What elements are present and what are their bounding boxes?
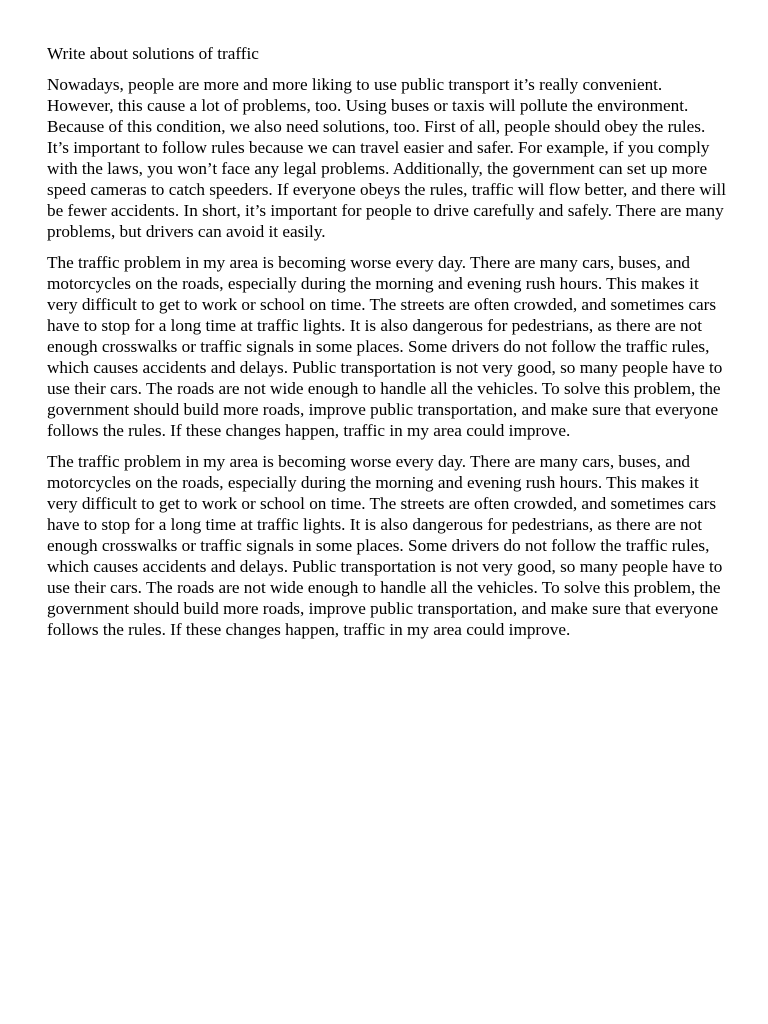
document-page xyxy=(47,43,727,650)
paragraph-2: The traffic problem in my area is becoming worse every day. There are many cars, buses, and motorcycles on the roads, especially during the morning and evening rush hours. This makes it very difficult to get to work or school on time. The streets are often crowded, and sometimes cars have to stop for a long time at traffic lights. It is also dangerous for pedestrians, as there are not enough crosswalks or traffic signals in some places. Some drivers do not follow the traffic rules, which causes accidents and delays. Public transportation is not very good, so many people have to use their cars. The roads are not wide enough to handle all the vehicles. To solve this problem, the government should build more roads, improve public transportation, and make sure that everyone follows the rules. If these changes happen, traffic in my area could improve. xyxy=(47,253,723,440)
paragraph-3: The traffic problem in my area is becoming worse every day. There are many cars, buses, and motorcycles on the roads, especially during the morning and evening rush hours. This makes it very difficult to get to work or school on time. The streets are often crowded, and sometimes cars have to stop for a long time at traffic lights. It is also dangerous for pedestrians, as there are not enough crosswalks or traffic signals in some places. Some drivers do not follow the traffic rules, which causes accidents and delays. Public transportation is not very good, so many people have to use their cars. The roads are not wide enough to handle all the vehicles. To solve this problem, the government should build more roads, improve public transportation, and make sure that everyone follows the rules. If these changes happen, traffic in my area could improve. xyxy=(47,452,723,639)
document-title: Write about solutions of traffic xyxy=(47,44,259,63)
paragraph-1: Nowadays, people are more and more liking to use public transport it’s really convenient. However, this cause a lot of problems, too. Using buses or taxis will pollute the environment. Because of this condition, we also need solutions, too. First of all, people should obey the rules. It’s important to follow rules because we can travel easier and safer. For example, if you comply with the laws, you won’t face any legal problems. Additionally, the government can set up more speed cameras to catch speeders. If everyone obeys the rules, traffic will flow better, and there will be fewer accidents. In short, it’s important for people to drive carefully and safely. There are many problems, but drivers can avoid it easily. xyxy=(47,75,727,241)
